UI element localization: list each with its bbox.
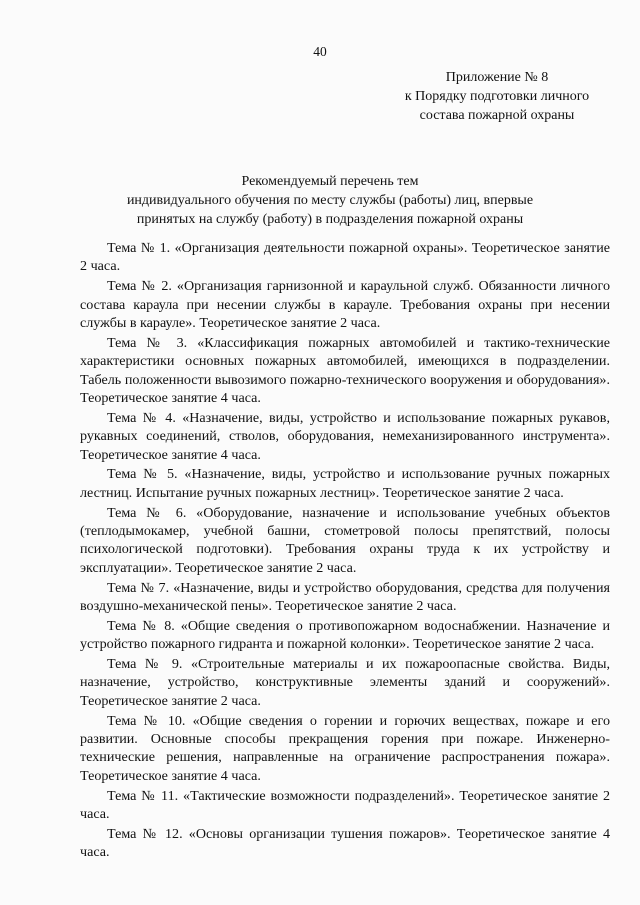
topic-item: Тема № 1. «Организация деятельности пожарной охраны». Теоретическое занятие 2 часа.	[80, 240, 610, 275]
topic-item: Тема № 10. «Общие сведения о горении и горючих веществах, пожаре и его развитии. Основные способы прекращения горения при пожаре. Инженерно-технические решения, направленные на ограничение распространения пожара». Теоретическое занятие 4 часа.	[80, 712, 610, 784]
topic-list	[80, 239, 610, 863]
topic-item: Тема № 8. «Общие сведения о противопожарном водоснабжении. Назначение и устройство пожарного гидранта и пожарной колонки». Теоретическое занятие 2 часа.	[80, 617, 610, 653]
appendix-line: состава пожарной охраны	[419, 108, 575, 123]
title-line: принятых на службу (работу) в подразделения пожарной охраны	[136, 212, 524, 227]
appendix-line: к Порядку подготовки личного	[404, 89, 590, 104]
document-title	[80, 172, 580, 229]
title-line: индивидуального обучения по месту службы (работы) лиц, впервые	[126, 193, 534, 208]
topic-item: Тема № 5. «Назначение, виды, устройство и использование ручных пожарных лестниц. Испытание ручных пожарных лестниц». Теоретическое занятие 2 часа.	[80, 466, 610, 501]
topic-item: Тема № 2. «Организация гарнизонной и караульной служб. Обязанности личного состава караула при несении службы в карауле. Требования охраны при несении службы в карауле». Теоретическое занятие 2 часа.	[80, 278, 610, 332]
topic-item: Тема № 9. «Строительные материалы и их пожароопасные свойства. Виды, назначение, устройство, конструктивные элементы зданий и сооружений». Теоретическое занятие 2 часа.	[80, 656, 610, 709]
topic-item: Тема № 6. «Оборудование, назначение и использование учебных объектов (теплодымокамер, учебной башни, стометровой полосы препятствий, полосы психологической подготовки). Требования охраны труда к их устройству и эксплуатации». Теоретическое занятие 2 часа.	[80, 504, 610, 576]
title-line: Рекомендуемый перечень тем	[241, 174, 419, 189]
topic-item: Тема № 3. «Классификация пожарных автомобилей и тактико-технические характеристики основных пожарных автомобилей, имеющихся в подразделении. Табель положенности вывозимого пожарно-технического вооружения и оборудования». Теоретическое занятие 4 часа.	[80, 334, 610, 407]
topic-item: Тема № 7. «Назначение, виды и устройство оборудования, средства для получения воздушно-механической пены». Теоретическое занятие 2 часа.	[80, 579, 610, 615]
topic-item: Тема № 4. «Назначение, виды, устройство и использование пожарных рукавов, рукавных соединений, стволов, оборудования, немеханизированного инструмента». Теоретическое занятие 4 часа.	[80, 409, 610, 463]
topic-item: Тема № 12. «Основы организации тушения пожаров». Теоретическое занятие 4 часа.	[80, 825, 610, 861]
page-number: 40	[313, 44, 327, 59]
appendix-line: Приложение № 8	[445, 70, 549, 85]
appendix-reference	[372, 68, 622, 125]
topic-item: Тема № 11. «Тактические возможности подразделений». Теоретическое занятие 2 часа.	[80, 787, 610, 823]
